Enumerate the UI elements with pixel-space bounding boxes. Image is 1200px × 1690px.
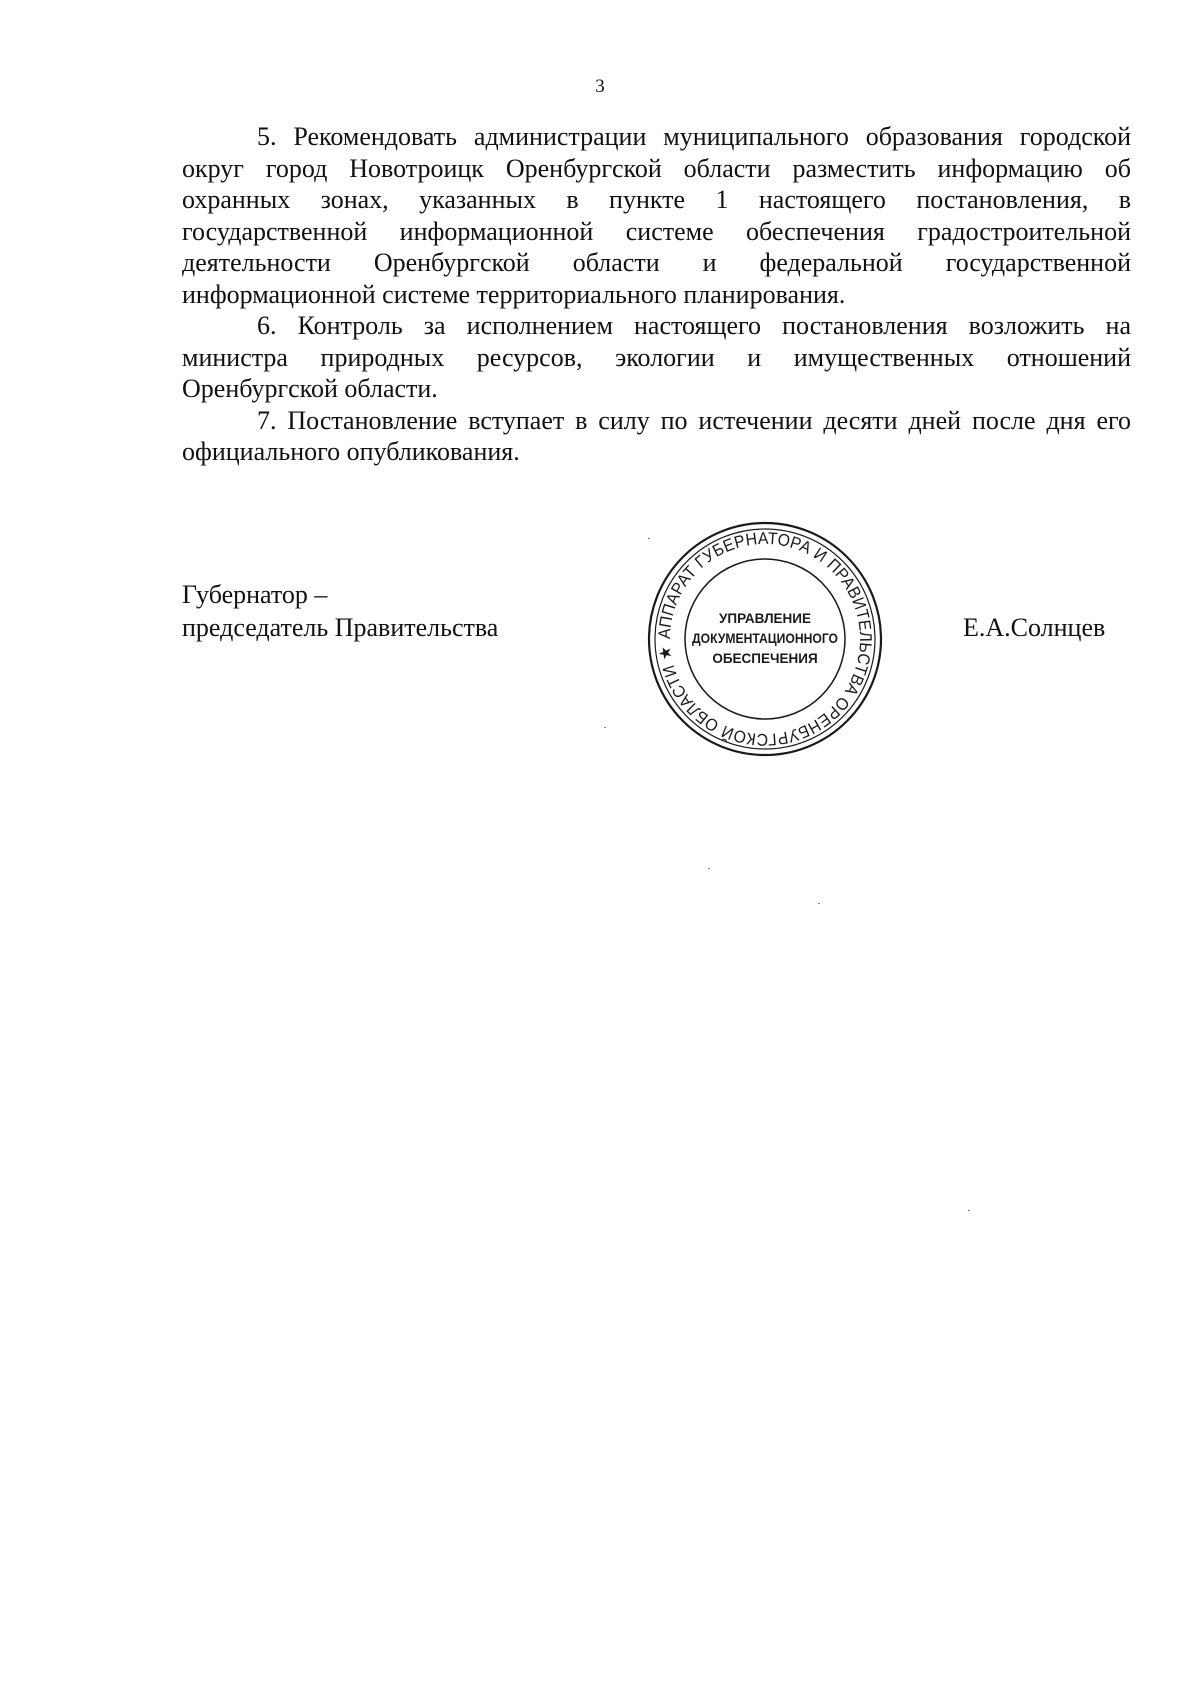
scan-speck: [968, 1210, 970, 1211]
paragraph-7: 7. Постановление вступает в силу по истечении десяти дней после дня его официального опубликования.: [182, 405, 1131, 466]
seal-center-line-2: ДОКУМЕНТАЦИОННОГО: [692, 631, 838, 646]
scan-speck: [708, 868, 710, 869]
official-seal: [645, 516, 885, 762]
paragraph-5: 5. Рекомендовать администрации муниципального образования городской округ город Новотроицк Оренбургской области разместить информацию об охранных зонах, указанных в пункте 1 настоящего постановления, в государственной информационной системе обеспечения градостроительной деятельности Оренбургской области и федеральной государственной информационной системе территориального планирования.: [182, 122, 1131, 309]
signatory-position: [182, 578, 498, 644]
scan-speck: [604, 727, 606, 728]
signatory-name: Е.А.Солнцев: [963, 613, 1106, 642]
seal-ring-textpath: АППАРАТ ГУБЕРНАТОРА И ПРАВИТЕЛЬСТВА ОРЕНБУРГСКОЙ ОБЛАСТИ ★: [654, 528, 876, 750]
seal-center-line-3: ОБЕСПЕЧЕНИЯ: [712, 651, 818, 666]
scan-speck: [818, 903, 820, 904]
scan-speck: [648, 538, 650, 539]
document-body: [182, 121, 1131, 468]
signatory-position-line-1: Губернатор –: [182, 580, 328, 609]
signatory-position-line-2: председатель Правительства: [182, 613, 499, 642]
page-number: 3: [595, 76, 605, 97]
paragraph-6: 6. Контроль за исполнением настоящего постановления возложить на министра природных ресурсов, экологии и имущественных отношений Оренбургской области.: [182, 311, 1131, 403]
seal-center-line-1: УПРАВЛЕНИЕ: [718, 611, 812, 626]
